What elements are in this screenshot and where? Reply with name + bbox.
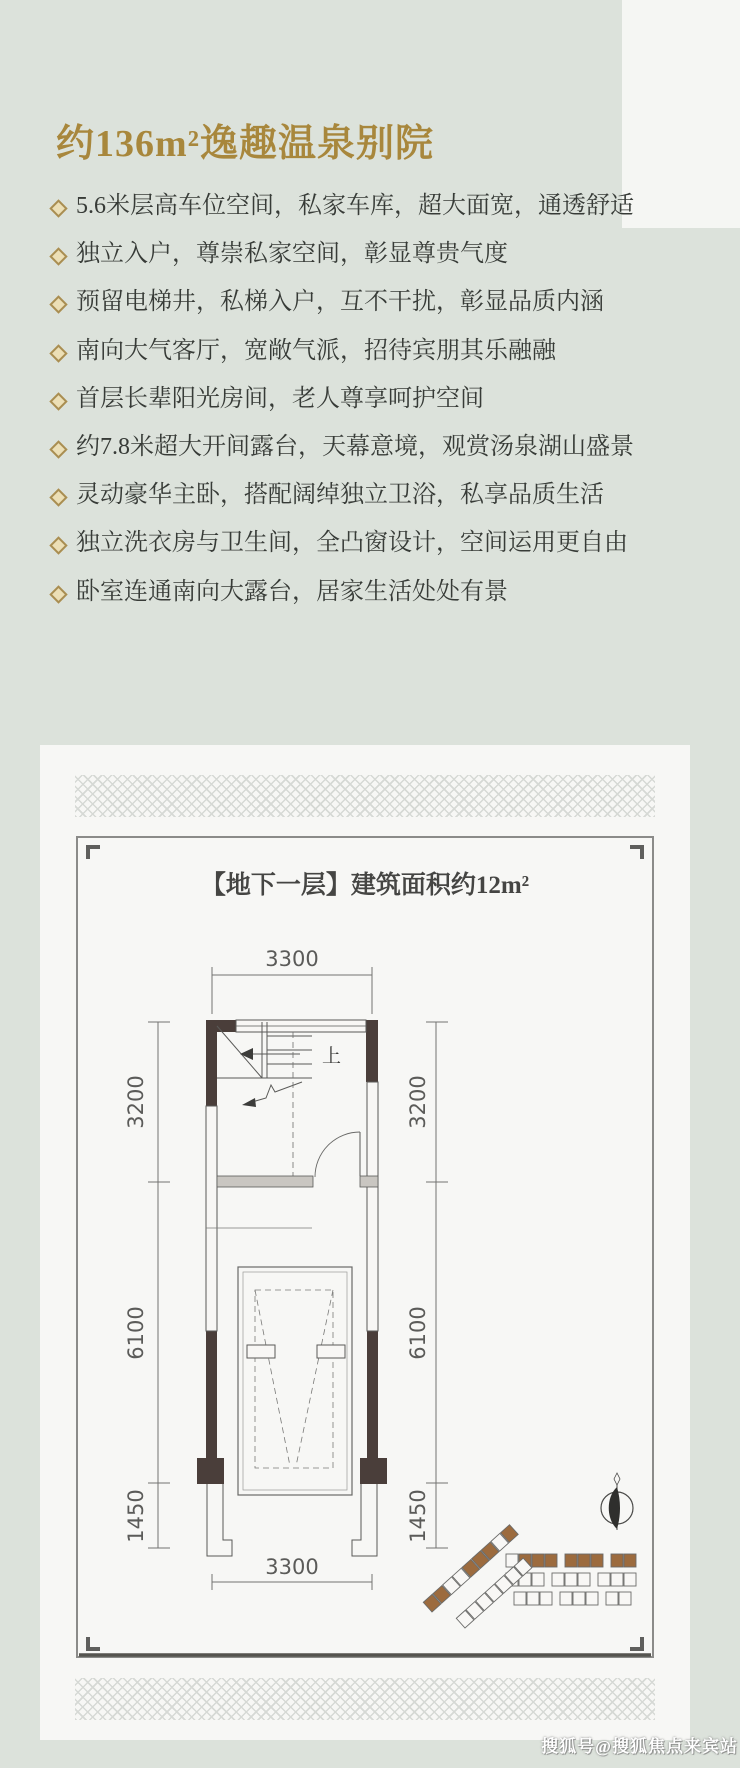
list-item (52, 387, 672, 412)
dim-top: 3300 (265, 947, 319, 971)
diamond-bullet-icon (49, 440, 67, 458)
list-item (52, 435, 672, 460)
feature-text: 约7.8米超大开间露台，天幕意境，观赏汤泉湖山盛景 (76, 433, 634, 460)
feature-text: 预留电梯井，私梯入户，互不干扰，彰显品质内涵 (76, 289, 604, 316)
list-item (52, 580, 672, 605)
dim-right-3200: 3200 (406, 1075, 430, 1129)
frame-corner-ornament-icon (630, 845, 644, 859)
interior-wall-and-door (206, 1132, 378, 1228)
list-item (52, 339, 672, 364)
site-plan (423, 1525, 636, 1628)
staircase (217, 1022, 312, 1107)
dimension-labels (124, 947, 430, 1579)
compass-north-icon (601, 1473, 633, 1530)
list-item (52, 242, 672, 267)
list-item (52, 194, 672, 219)
diamond-bullet-icon (49, 392, 67, 410)
frame-corner-ornament-icon (630, 1637, 644, 1651)
stair-direction-arrow-icon (240, 1048, 253, 1060)
stair-up-label: 上 (322, 1046, 342, 1067)
garage-car-lift (238, 1267, 352, 1495)
page-title: 约136m²逸趣温泉别院 (56, 123, 435, 165)
diamond-bullet-icon (49, 296, 67, 314)
diamond-bullet-icon (49, 585, 67, 603)
floor-plan-drawing (75, 835, 655, 1662)
feature-text: 首层长辈阳光房间，老人尊享呵护空间 (76, 385, 484, 412)
door-swing-arc (315, 1132, 360, 1177)
diamond-bullet-icon (49, 488, 67, 506)
feature-text: 灵动豪华主卧，搭配阔绰独立卫浴，私享品质生活 (76, 482, 604, 509)
hatch-band-top (75, 775, 655, 817)
dim-left-1450: 1450 (124, 1489, 148, 1543)
floor-plan-frame (77, 837, 653, 1657)
list-item (52, 483, 672, 508)
dim-left-3200: 3200 (124, 1075, 148, 1129)
feature-text: 独立入户，尊崇私家空间，彰显尊贵气度 (76, 241, 508, 268)
diamond-bullet-icon (49, 247, 67, 265)
feature-text: 5.6米层高车位空间，私家车库，超大面宽，通透舒适 (76, 193, 634, 219)
floor-plan-panel (40, 745, 690, 1740)
floor-plan-walls (197, 1020, 387, 1484)
feature-text: 南向大气客厅，宽敞气派，招待宾朋其乐融融 (76, 337, 556, 364)
feature-text: 卧室连通南向大露台，居家生活处处有景 (76, 578, 508, 605)
dim-bottom: 3300 (265, 1555, 319, 1579)
dim-right-6100: 6100 (406, 1306, 430, 1360)
frame-corner-ornament-icon (86, 845, 100, 859)
dim-left-6100: 6100 (124, 1306, 148, 1360)
feature-text: 独立洗衣房与卫生间，全凸窗设计，空间运用更自由 (76, 530, 628, 557)
floor-plan-title: 【地下一层】建筑面积约12m² (200, 872, 530, 899)
diamond-bullet-icon (49, 537, 67, 555)
diamond-bullet-icon (49, 344, 67, 362)
feature-list (52, 194, 672, 628)
watermark: 搜狐号@搜狐焦点来宾站 (541, 1737, 738, 1756)
hatch-band-bottom (75, 1678, 655, 1720)
dimension-lines (148, 967, 448, 1590)
dim-right-1450: 1450 (406, 1489, 430, 1543)
frame-corner-ornament-icon (86, 1637, 100, 1651)
list-item (52, 290, 672, 315)
diamond-bullet-icon (49, 199, 67, 217)
list-item (52, 531, 672, 556)
